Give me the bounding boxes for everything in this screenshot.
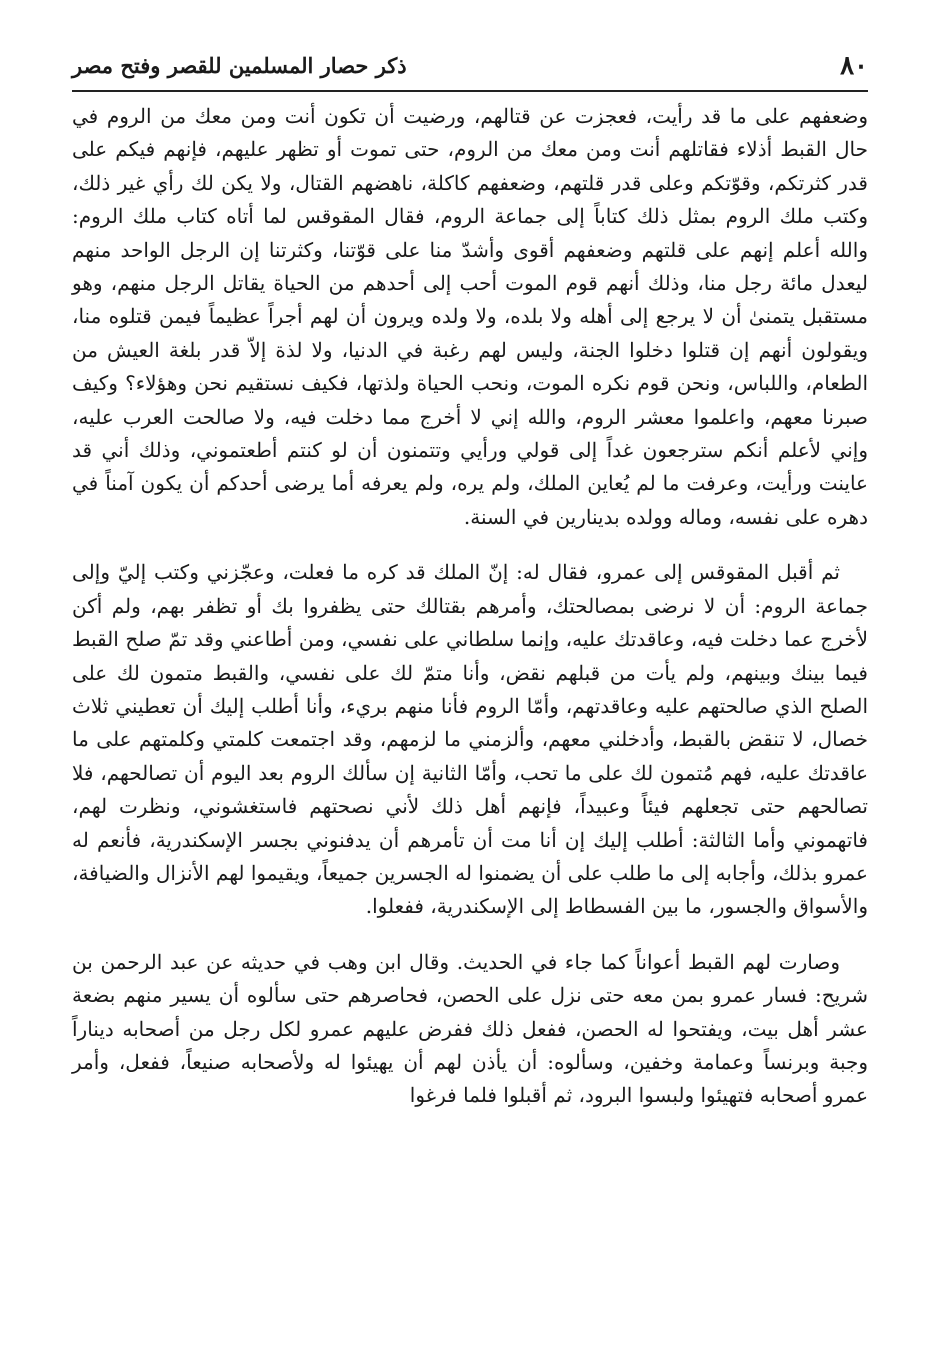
paragraph-1: وضعفهم على ما قد رأيت، فعجزت عن قتالهم، ورضيت أن تكون أنت ومن معك من الروم في حال القبط أذلاء فقاتلهم أنت ومن معك من الروم، حتى تموت أو تظهر عليهم، فإنهم فيكم على قدر كثرتكم، وقوّتكم وعلى قدر قلتهم، وضعفهم كاكلة، ناهضهم القتال، ولا يكن لك رأي غير ذلك، وكتب ملك الروم بمثل ذلك كتاباً إلى جماعة الروم، فقال المقوقس لما أتاه كتاب ملك الروم: والله أعلم إنهم على قلتهم وضعفهم أقوى وأشدّ منا على قوّتنا، وكثرتنا إن الرجل الواحد منهم ليعدل مائة رجل منا، وذلك أنهم قوم الموت أحب إلى أحدهم من الحياة يقاتل الرجل منهم، وهو مستقبل يتمنىٰ أن لا يرجع إلى أهله ولا بلده، ولا ولده ويرون أن لهم أجراً عظيماً فيمن قتلوه منا، ويقولون أنهم إن قتلوا دخلوا الجنة، وليس لهم رغبة في الدنيا، ولا لذة إلاّ قدر بلغة العيش من الطعام، واللباس، ونحن قوم نكره الموت، ونحب الحياة ولذتها، فكيف نستقيم نحن وهؤلاء؟ وكيف صبرنا معهم، واعلموا معشر الروم، والله إني لا أخرج مما دخلت فيه، ولا صالحت العرب عليه، وإني لأعلم أنكم سترجعون غداً إلى قولي ورأيي وتتمنون أن لو كنتم أطعتموني، وذلك أني قد عاينت ورأيت، وعرفت ما لم يُعاين الملك، ولم يره، ولم يعرفه أما يرضى أحدكم أن يكون آمناً في دهره على نفسه، وماله وولده بدينارين في السنة. [72, 104, 868, 529]
paragraph-3: وصارت لهم القبط أعواناً كما جاء في الحديث. وقال ابن وهب في حديثه عن عبد الرحمن بن شريح: فسار عمرو بمن معه حتى نزل على الحصن، فحاصرهم حتى سألوه أن يسير منهم بضعة عشر أهل بيت، ويفتحوا له الحصن، ففعل ذلك ففرض عليهم عمرو لكل رجل من أصحابه ديناراً وجبة وبرنساً وعمامة وخفين، وسألوه: أن يأذن لهم أن يهيئوا له ولأصحابه صنيعاً، ففعل، وأمر عمرو أصحابه فتهيئوا ولبسوا البرود، ثم أقبلوا فلما فرغوا [72, 949, 868, 1108]
header-divider [72, 90, 868, 92]
paragraph-2: ثم أقبل المقوقس إلى عمرو، فقال له: إنّ الملك قد كره ما فعلت، وعجّزني وكتب إليّ وإلى جماعة الروم: أن لا نرضى بمصالحتك، وأمرهم بقتالك حتى يظفروا بك أو تظفر بهم، ولم أكن لأخرج عما دخلت فيه، وعاقدتك عليه، وإنما سلطاني على نفسي، ومن أطاعني وقد تمّ صلح القبط فيما بينك وبينهم، ولم يأت من قبلهم نقض، وأنا متمّ لك على نفسي، والقبط متمون لك على الصلح الذي صالحتهم عليه وعاقدتهم، وأمّا الروم فأنا منهم بريء، وأنا أطلب إليك أن تعطيني ثلاث خصال، لا تنقض بالقبط، وأدخلني معهم، وألزمني ما لزمهم، وقد اجتمعت كلمتي وكلمتهم على ما عاقدتك عليه، فهم مُتمون لك على ما تحب، وأمّا الثانية إن سألك الروم بعد اليوم أن تصالحهم، فلا تصالحهم حتى تجعلهم فيئاً وعبيداً، فإنهم أهل ذلك لأني نصحتهم فاستغشوني، ونظرت لهم، فاتهموني وأما الثالثة: أطلب إليك إن أنا مت أن تأمرهم أن يدفنوني بجسر الإسكندرية، فأنعم له عمرو بذلك، وأجابه إلى ما طلب على أن يضمنوا له الجسرين جميعاً، ويقيموا لهم الأنزال والضيافة، والأسواق والجسور، ما بين الفسطاط إلى الإسكندرية، ففعلوا. [72, 560, 868, 919]
body-text [72, 100, 868, 1113]
page-number: ٨٠ [840, 51, 868, 81]
chapter-title: ذكر حصار المسلمين للقصر وفتح مصر [72, 53, 407, 78]
running-header [72, 48, 868, 88]
